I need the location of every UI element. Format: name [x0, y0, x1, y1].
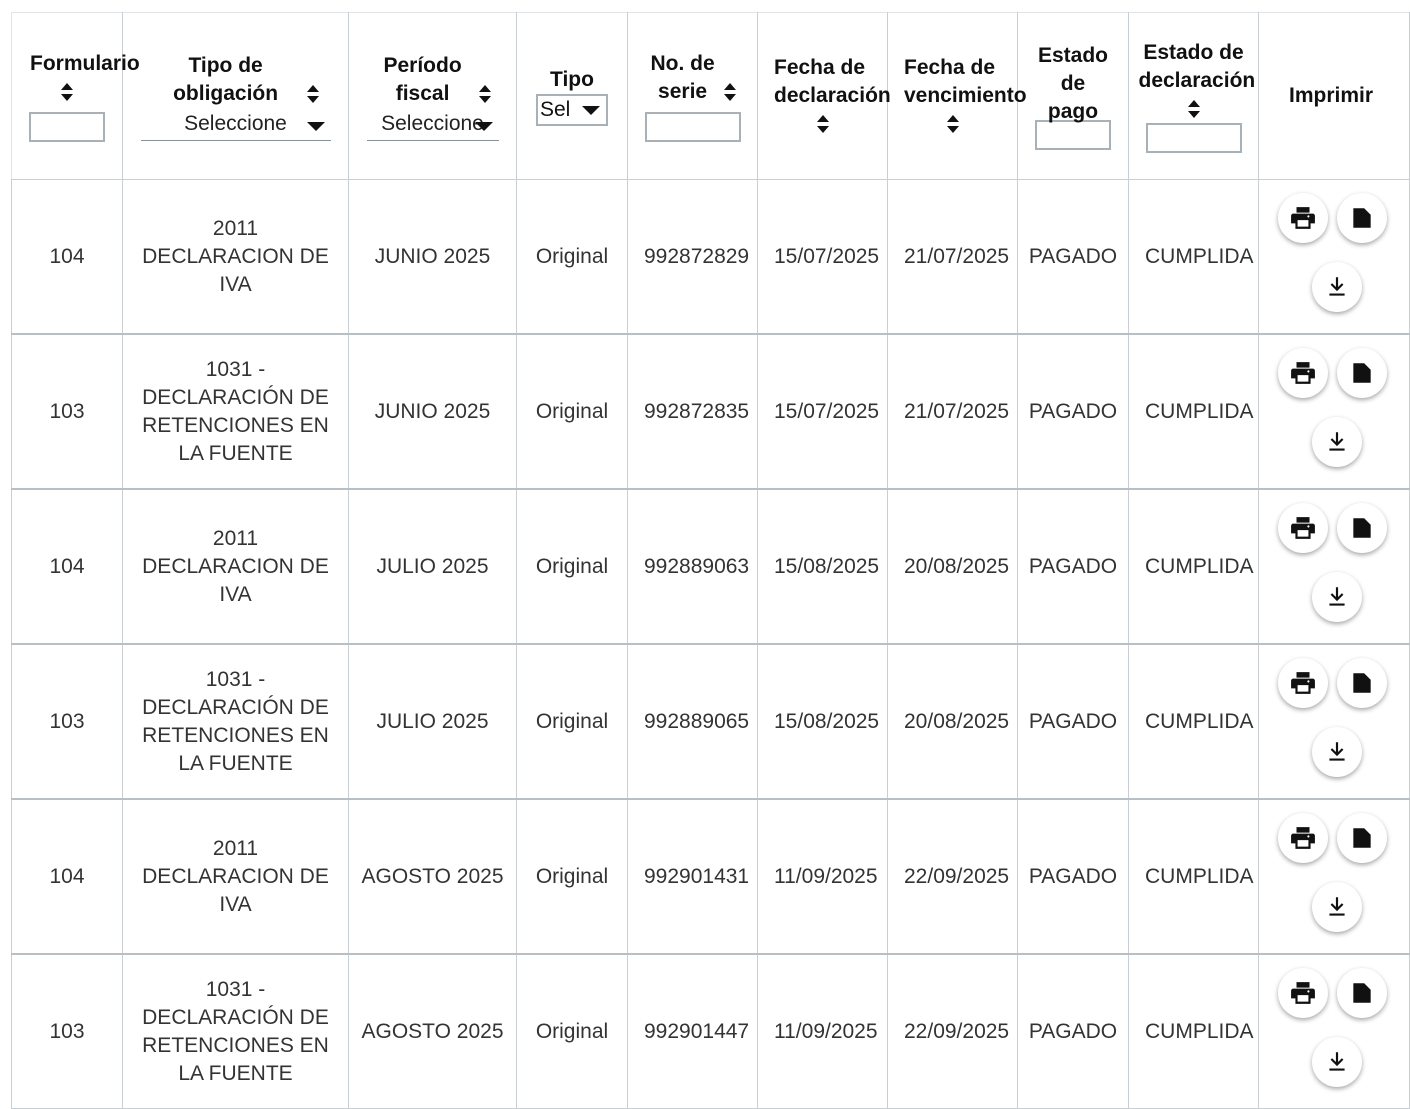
document-button[interactable]	[1337, 503, 1387, 553]
formulario-filter-input[interactable]	[29, 112, 105, 142]
tipo-obligacion-select[interactable]	[141, 110, 331, 141]
cell-serie: 992889063	[628, 489, 758, 644]
row-actions	[1259, 955, 1409, 1108]
download-button[interactable]	[1312, 727, 1362, 777]
table-row	[12, 334, 1410, 489]
header-imprimir	[1259, 13, 1410, 180]
declarations-table	[11, 12, 1410, 1109]
header-fecha-vencimiento-label: Fecha de vencimiento	[904, 56, 1027, 107]
cell-actions	[1259, 334, 1410, 489]
cell-estado-pago: PAGADO	[1018, 334, 1129, 489]
cell-fecha-vencimiento: 21/07/2025	[888, 180, 1018, 335]
chevron-down-icon	[582, 106, 600, 115]
cell-estado-declaracion: CUMPLIDA	[1129, 799, 1259, 954]
table-row	[12, 799, 1410, 954]
header-imprimir-label: Imprimir	[1289, 84, 1374, 107]
tipo-obligacion-select-value: Seleccione	[184, 111, 287, 135]
cell-periodo: AGOSTO 2025	[349, 954, 517, 1109]
print-button[interactable]	[1278, 503, 1328, 553]
document-button[interactable]	[1337, 193, 1387, 243]
sort-icon[interactable]	[1187, 99, 1201, 119]
download-icon	[1324, 739, 1350, 765]
cell-estado-declaracion: CUMPLIDA	[1129, 334, 1259, 489]
header-estado-declaracion-label: Estado de declaración	[1138, 41, 1256, 92]
header-tipo-label: Tipo	[550, 68, 594, 91]
header-periodo-fiscal[interactable]	[349, 13, 517, 180]
cell-formulario: 103	[12, 644, 123, 799]
cell-periodo: JUNIO 2025	[349, 180, 517, 335]
cell-actions	[1259, 644, 1410, 799]
header-periodo-fiscal-label: Período fiscal	[383, 53, 462, 105]
download-button[interactable]	[1312, 1037, 1362, 1087]
print-button[interactable]	[1278, 968, 1328, 1018]
cell-periodo: JULIO 2025	[349, 489, 517, 644]
table-body	[12, 180, 1410, 1109]
download-icon	[1324, 1049, 1350, 1075]
header-tipo-obligacion-label: Tipo de obligación	[173, 53, 279, 105]
cell-formulario: 104	[12, 180, 123, 335]
print-button[interactable]	[1278, 658, 1328, 708]
cell-tipo-obligacion: 1031 - DECLARACIÓN DE RETENCIONES EN LA FUENTE	[123, 334, 349, 489]
cell-estado-declaracion: CUMPLIDA	[1129, 180, 1259, 335]
cell-estado-pago: PAGADO	[1018, 799, 1129, 954]
print-icon	[1290, 825, 1316, 851]
table-row	[12, 180, 1410, 335]
download-icon	[1324, 894, 1350, 920]
declarations-table-container	[11, 12, 1381, 1085]
cell-fecha-vencimiento: 22/09/2025	[888, 954, 1018, 1109]
cell-serie: 992889065	[628, 644, 758, 799]
cell-actions	[1259, 180, 1410, 335]
cell-serie: 992901447	[628, 954, 758, 1109]
header-tipo-obligacion[interactable]	[123, 13, 349, 180]
header-no-serie-label: No. de serie	[650, 52, 715, 103]
document-button[interactable]	[1337, 348, 1387, 398]
cell-fecha-declaracion: 15/08/2025	[758, 489, 888, 644]
download-button[interactable]	[1312, 417, 1362, 467]
cell-tipo-obligacion: 2011 DECLARACION DE IVA	[123, 180, 349, 335]
print-button[interactable]	[1278, 193, 1328, 243]
print-button[interactable]	[1278, 813, 1328, 863]
header-estado-pago[interactable]	[1018, 13, 1129, 180]
cell-fecha-vencimiento: 22/09/2025	[888, 799, 1018, 954]
cell-actions	[1259, 954, 1410, 1109]
cell-periodo: AGOSTO 2025	[349, 799, 517, 954]
sort-icon[interactable]	[60, 82, 74, 102]
cell-fecha-declaracion: 11/09/2025	[758, 954, 888, 1109]
cell-periodo: JUNIO 2025	[349, 334, 517, 489]
print-icon	[1290, 515, 1316, 541]
table-row	[12, 489, 1410, 644]
table-row	[12, 954, 1410, 1109]
cell-estado-declaracion: CUMPLIDA	[1129, 954, 1259, 1109]
cell-actions	[1259, 489, 1410, 644]
header-fecha-vencimiento[interactable]	[888, 13, 1027, 180]
row-actions	[1259, 180, 1409, 333]
periodo-fiscal-select[interactable]	[367, 110, 499, 141]
sort-icon[interactable]	[816, 114, 830, 134]
cell-tipo: Original	[517, 489, 628, 644]
cell-fecha-declaracion: 15/07/2025	[758, 334, 888, 489]
cell-serie: 992872829	[628, 180, 758, 335]
cell-tipo: Original	[517, 644, 628, 799]
download-icon	[1324, 584, 1350, 610]
table-row	[12, 644, 1410, 799]
cell-tipo-obligacion: 2011 DECLARACION DE IVA	[123, 799, 349, 954]
sort-icon[interactable]	[478, 84, 492, 104]
cell-formulario: 104	[12, 799, 123, 954]
print-icon	[1290, 980, 1316, 1006]
cell-tipo: Original	[517, 180, 628, 335]
cell-serie: 992901431	[628, 799, 758, 954]
header-fecha-declaracion-label: Fecha de declaración	[774, 56, 891, 107]
header-no-serie[interactable]	[628, 13, 758, 180]
document-icon	[1349, 515, 1375, 541]
cell-tipo: Original	[517, 954, 628, 1109]
cell-fecha-vencimiento: 21/07/2025	[888, 334, 1018, 489]
download-button[interactable]	[1312, 572, 1362, 622]
cell-tipo: Original	[517, 799, 628, 954]
cell-fecha-vencimiento: 20/08/2025	[888, 489, 1018, 644]
cell-tipo-obligacion: 1031 - DECLARACIÓN DE RETENCIONES EN LA FUENTE	[123, 644, 349, 799]
print-button[interactable]	[1278, 348, 1328, 398]
cell-tipo: Original	[517, 334, 628, 489]
download-button[interactable]	[1312, 882, 1362, 932]
cell-actions	[1259, 799, 1410, 954]
cell-tipo-obligacion: 2011 DECLARACION DE IVA	[123, 489, 349, 644]
document-icon	[1349, 825, 1375, 851]
header-estado-pago-label: Estado de pago	[1037, 44, 1108, 123]
cell-estado-pago: PAGADO	[1018, 954, 1129, 1109]
cell-formulario: 104	[12, 489, 123, 644]
print-icon	[1290, 205, 1316, 231]
document-button[interactable]	[1337, 658, 1387, 708]
header-fecha-declaracion[interactable]	[758, 13, 891, 180]
cell-estado-pago: PAGADO	[1018, 644, 1129, 799]
cell-periodo: JULIO 2025	[349, 644, 517, 799]
header-formulario[interactable]	[12, 13, 140, 180]
no-serie-filter-input[interactable]	[645, 112, 741, 142]
cell-fecha-declaracion: 15/07/2025	[758, 180, 888, 335]
cell-fecha-vencimiento: 20/08/2025	[888, 644, 1018, 799]
document-icon	[1349, 670, 1375, 696]
print-icon	[1290, 360, 1316, 386]
sort-icon[interactable]	[946, 114, 960, 134]
header-estado-declaracion[interactable]	[1129, 13, 1259, 180]
download-icon	[1324, 429, 1350, 455]
periodo-fiscal-select-value: Seleccione	[381, 111, 484, 135]
chevron-down-icon	[307, 122, 325, 131]
cell-estado-declaracion: CUMPLIDA	[1129, 489, 1259, 644]
document-button[interactable]	[1337, 813, 1387, 863]
chevron-down-icon	[475, 122, 493, 131]
row-actions	[1259, 335, 1409, 488]
document-icon	[1349, 360, 1375, 386]
tipo-select-value: Sel	[540, 98, 571, 121]
cell-formulario: 103	[12, 954, 123, 1109]
cell-formulario: 103	[12, 334, 123, 489]
document-icon	[1349, 980, 1375, 1006]
cell-tipo-obligacion: 1031 - DECLARACIÓN DE RETENCIONES EN LA FUENTE	[123, 954, 349, 1109]
row-actions	[1259, 800, 1409, 953]
estado-declaracion-filter-input[interactable]	[1146, 123, 1242, 153]
row-actions	[1259, 645, 1409, 798]
document-button[interactable]	[1337, 968, 1387, 1018]
cell-estado-pago: PAGADO	[1018, 489, 1129, 644]
row-actions	[1259, 490, 1409, 643]
header-tipo[interactable]	[517, 13, 628, 180]
cell-estado-pago: PAGADO	[1018, 180, 1129, 335]
cell-serie: 992872835	[628, 334, 758, 489]
download-button[interactable]	[1312, 262, 1362, 312]
print-icon	[1290, 670, 1316, 696]
cell-fecha-declaracion: 11/09/2025	[758, 799, 888, 954]
tipo-select[interactable]	[536, 94, 608, 126]
document-icon	[1349, 205, 1375, 231]
sort-icon[interactable]	[306, 84, 320, 104]
sort-icon[interactable]	[723, 82, 737, 102]
table-header	[12, 13, 1410, 180]
cell-fecha-declaracion: 15/08/2025	[758, 644, 888, 799]
cell-estado-declaracion: CUMPLIDA	[1129, 644, 1259, 799]
download-icon	[1324, 274, 1350, 300]
header-formulario-label: Formulario	[30, 52, 140, 75]
